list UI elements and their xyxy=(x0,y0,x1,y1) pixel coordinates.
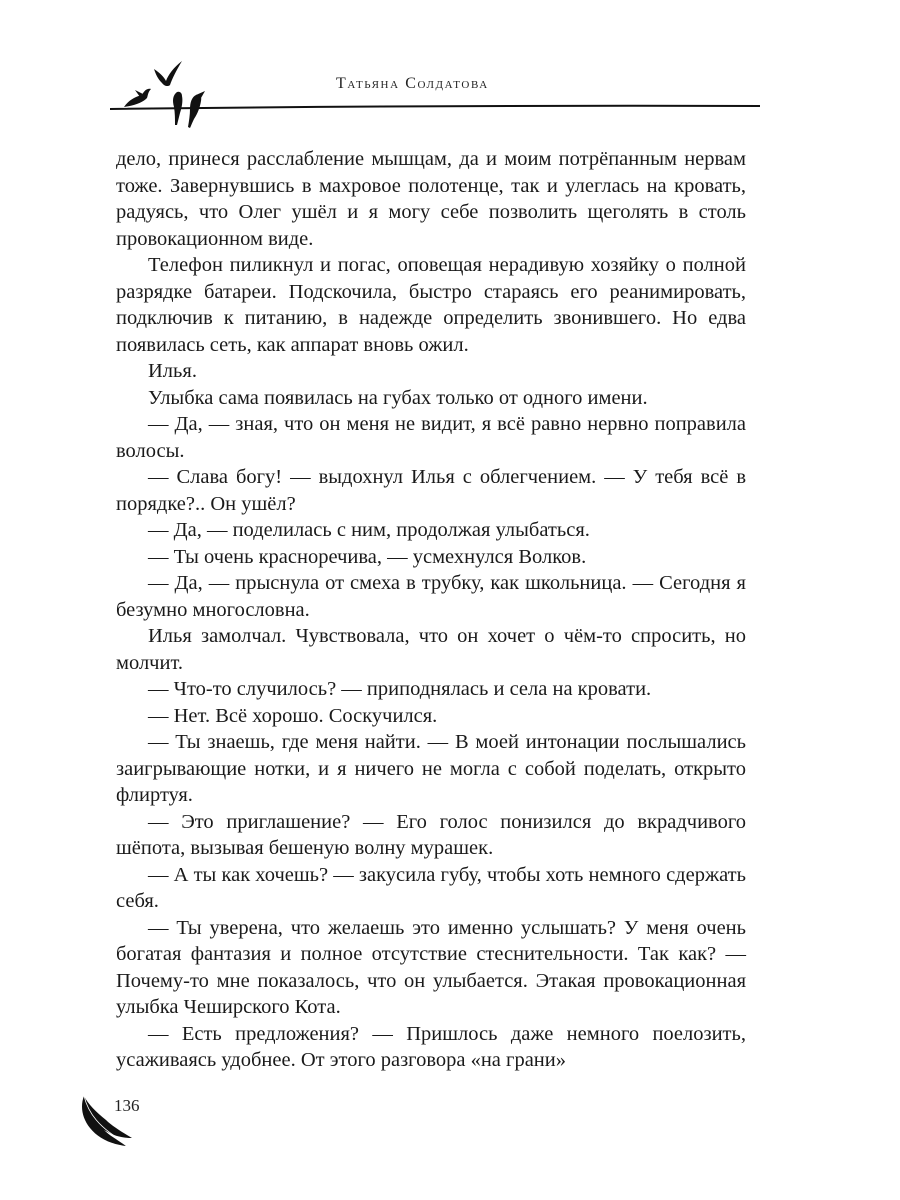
paragraph: — Это приглашение? — Его голос понизился до вкрадчивого шёпота, вызывая бешеную волну мурашек. xyxy=(116,810,746,859)
paragraph: — Да, — поделилась с ним, продолжая улыбаться. xyxy=(148,519,590,541)
paragraph: Илья замолчал. Чувствовала, что он хочет о чём-то спросить, но молчит. xyxy=(116,625,746,674)
paragraph: — Что-то случилось? — приподнялась и села на кровати. xyxy=(148,678,652,700)
paragraph: Илья. xyxy=(148,360,197,382)
paragraph: — А ты как хочешь? — закусила губу, чтобы хоть немного сдержать себя. xyxy=(116,863,746,912)
paragraph: — Ты очень красноречива, — усмехнулся Волков. xyxy=(148,545,587,568)
page-footer xyxy=(78,1092,198,1152)
paragraph: — Есть предложения? — Пришлось даже немного поелозить, усаживаясь удобнее. От этого разговора «на грани» xyxy=(116,1022,746,1071)
paragraph: — Да, — прыснула от смеха в трубку, как школьница. — Сегодня я безумно многословна. xyxy=(116,572,746,621)
running-header xyxy=(110,55,760,135)
paragraph: Телефон пиликнул и погас, оповещая нерадивую хозяйку о полной разрядке батареи. Подскочила, быстро стараясь его реанимировать, подключив к питанию, в надежде определить звонившего. Но едва появилась сеть, как аппарат вновь ожил. xyxy=(116,254,746,356)
paragraph: Улыбка сама появилась на губах только от одного имени. xyxy=(148,386,648,409)
paragraph: дело, принеся расслабление мышцам, да и моим потрёпанным нервам тоже. Завернувшись в махровое полотенце, так и улеглась на кровать, радуясь, что Олег ушёл и я могу себе позволить щеголять в столь провокационном виде. xyxy=(116,148,746,250)
body-text xyxy=(116,146,746,1074)
author-name: Татьяна Солдатова xyxy=(336,75,489,92)
paragraph: — Ты уверена, что желаешь это именно услышать? У меня очень богатая фантазия и полное отсутствие стеснительности. Так как? — Почему-то мне показалось, что он улыбается. Этакая провокационная улыбка Чеширского Кота. xyxy=(116,916,746,1018)
paragraph: — Ты знаешь, где меня найти. — В моей интонации послышались заигрывающие нотки, и я ничего не могла с собой поделать, открыто флиртуя. xyxy=(116,731,746,806)
paragraph: — Слава богу! — выдохнул Илья с облегчением. — У тебя всё в порядке?.. Он ушёл? xyxy=(116,466,746,515)
paragraph: — Да, — зная, что он меня не видит, я всё равно нервно поправила волосы. xyxy=(116,413,746,462)
page-number: 136 xyxy=(114,1096,140,1115)
paragraph: — Нет. Всё хорошо. Соскучился. xyxy=(148,704,438,727)
